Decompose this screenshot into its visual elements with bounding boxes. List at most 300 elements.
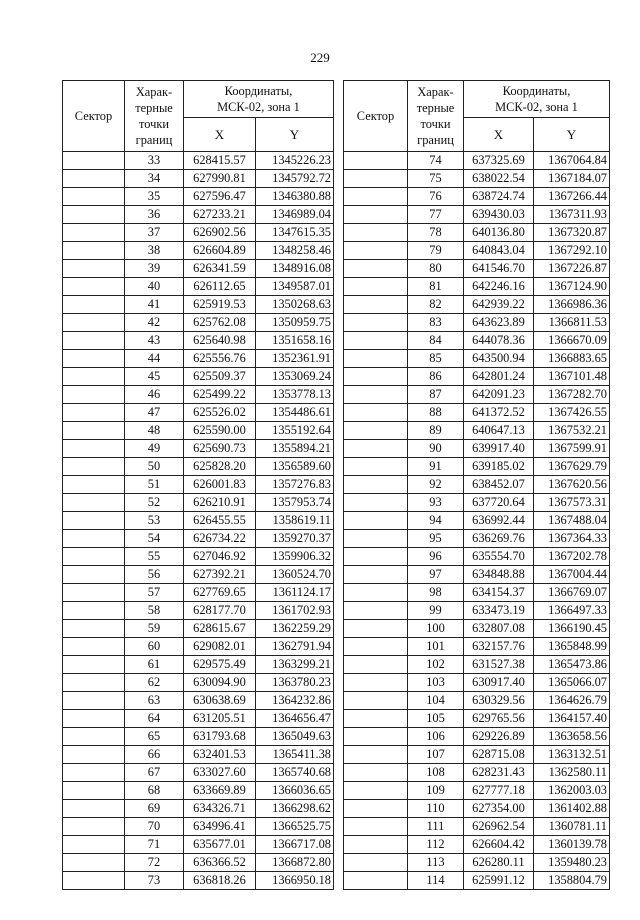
point-number-cell: 96	[408, 548, 464, 566]
x-coordinate-cell: 641372.52	[464, 404, 534, 422]
point-number-cell: 53	[125, 512, 184, 530]
table-row	[63, 638, 334, 656]
table-row	[63, 836, 334, 854]
point-number-cell: 108	[408, 764, 464, 782]
table-row	[63, 332, 334, 350]
sector-cell	[63, 314, 125, 332]
y-coordinate-cell: 1367184.07	[534, 170, 610, 188]
coordinates-table-left	[62, 80, 334, 890]
point-number-cell: 101	[408, 638, 464, 656]
y-coordinate-cell: 1353778.13	[256, 386, 334, 404]
point-number-cell: 113	[408, 854, 464, 872]
point-number-cell: 97	[408, 566, 464, 584]
sector-cell	[344, 764, 408, 782]
table-row	[344, 530, 610, 548]
sector-cell	[344, 854, 408, 872]
x-coordinate-cell: 634326.71	[184, 800, 256, 818]
point-number-cell: 63	[125, 692, 184, 710]
sector-cell	[344, 224, 408, 242]
point-number-cell: 60	[125, 638, 184, 656]
y-coordinate-cell: 1365740.68	[256, 764, 334, 782]
table-row	[63, 566, 334, 584]
x-coordinate-cell: 625991.12	[464, 872, 534, 890]
sector-cell	[344, 548, 408, 566]
x-coordinate-cell: 627392.21	[184, 566, 256, 584]
table-body-right	[344, 152, 610, 890]
x-coordinate-cell: 625499.22	[184, 386, 256, 404]
point-number-cell: 57	[125, 584, 184, 602]
y-coordinate-cell: 1367364.33	[534, 530, 610, 548]
y-coordinate-cell: 1364232.86	[256, 692, 334, 710]
x-coordinate-cell: 626455.55	[184, 512, 256, 530]
sector-cell	[63, 422, 125, 440]
sector-cell	[63, 584, 125, 602]
y-coordinate-cell: 1363658.56	[534, 728, 610, 746]
table-row	[63, 224, 334, 242]
point-number-cell: 66	[125, 746, 184, 764]
table-row	[344, 260, 610, 278]
x-coordinate-cell: 635554.70	[464, 548, 534, 566]
y-coordinate-cell: 1354486.61	[256, 404, 334, 422]
table-row	[344, 350, 610, 368]
point-number-cell: 43	[125, 332, 184, 350]
point-number-cell: 42	[125, 314, 184, 332]
header-y: Y	[256, 118, 334, 152]
x-coordinate-cell: 642246.16	[464, 278, 534, 296]
sector-cell	[344, 386, 408, 404]
sector-cell	[344, 278, 408, 296]
table-row	[63, 800, 334, 818]
y-coordinate-cell: 1366190.45	[534, 620, 610, 638]
x-coordinate-cell: 627046.92	[184, 548, 256, 566]
x-coordinate-cell: 635677.01	[184, 836, 256, 854]
sector-cell	[344, 782, 408, 800]
y-coordinate-cell: 1364157.40	[534, 710, 610, 728]
point-number-cell: 65	[125, 728, 184, 746]
y-coordinate-cell: 1361702.93	[256, 602, 334, 620]
sector-cell	[344, 296, 408, 314]
y-coordinate-cell: 1365473.86	[534, 656, 610, 674]
point-number-cell: 104	[408, 692, 464, 710]
point-number-cell: 71	[125, 836, 184, 854]
point-number-cell: 89	[408, 422, 464, 440]
y-coordinate-cell: 1364626.79	[534, 692, 610, 710]
y-coordinate-cell: 1367202.78	[534, 548, 610, 566]
y-coordinate-cell: 1367629.79	[534, 458, 610, 476]
table-row	[344, 548, 610, 566]
sector-cell	[344, 728, 408, 746]
point-number-cell: 61	[125, 656, 184, 674]
sector-cell	[63, 692, 125, 710]
y-coordinate-cell: 1357276.83	[256, 476, 334, 494]
x-coordinate-cell: 630094.90	[184, 674, 256, 692]
point-number-cell: 94	[408, 512, 464, 530]
point-number-cell: 62	[125, 674, 184, 692]
point-number-cell: 81	[408, 278, 464, 296]
sector-cell	[63, 386, 125, 404]
table-row	[63, 818, 334, 836]
sector-cell	[344, 566, 408, 584]
table-row	[344, 188, 610, 206]
sector-cell	[63, 476, 125, 494]
x-coordinate-cell: 628415.57	[184, 152, 256, 170]
point-number-cell: 85	[408, 350, 464, 368]
point-number-cell: 47	[125, 404, 184, 422]
table-row	[63, 584, 334, 602]
x-coordinate-cell: 636992.44	[464, 512, 534, 530]
point-number-cell: 111	[408, 818, 464, 836]
sector-cell	[63, 512, 125, 530]
sector-cell	[63, 494, 125, 512]
sector-cell	[63, 458, 125, 476]
sector-cell	[63, 440, 125, 458]
table-row	[63, 242, 334, 260]
sector-cell	[344, 530, 408, 548]
table-row	[63, 152, 334, 170]
y-coordinate-cell: 1367532.21	[534, 422, 610, 440]
sector-cell	[63, 260, 125, 278]
y-coordinate-cell: 1367320.87	[534, 224, 610, 242]
sector-cell	[63, 224, 125, 242]
point-number-cell: 44	[125, 350, 184, 368]
sector-cell	[63, 602, 125, 620]
y-coordinate-cell: 1366036.65	[256, 782, 334, 800]
x-coordinate-cell: 625526.02	[184, 404, 256, 422]
x-coordinate-cell: 627596.47	[184, 188, 256, 206]
x-coordinate-cell: 627354.00	[464, 800, 534, 818]
y-coordinate-cell: 1366497.33	[534, 602, 610, 620]
point-number-cell: 86	[408, 368, 464, 386]
sector-cell	[63, 764, 125, 782]
sector-cell	[344, 584, 408, 602]
x-coordinate-cell: 639917.40	[464, 440, 534, 458]
header-sector: Сектор	[63, 81, 125, 152]
y-coordinate-cell: 1367599.91	[534, 440, 610, 458]
sector-cell	[344, 440, 408, 458]
y-coordinate-cell: 1359480.23	[534, 854, 610, 872]
table-row	[63, 494, 334, 512]
sector-cell	[63, 782, 125, 800]
x-coordinate-cell: 640843.04	[464, 242, 534, 260]
table-body-left	[63, 152, 334, 890]
y-coordinate-cell: 1348258.46	[256, 242, 334, 260]
x-coordinate-cell: 631793.68	[184, 728, 256, 746]
table-row	[344, 170, 610, 188]
y-coordinate-cell: 1364656.47	[256, 710, 334, 728]
point-number-cell: 69	[125, 800, 184, 818]
table-row	[63, 782, 334, 800]
sector-cell	[344, 242, 408, 260]
table-row	[344, 782, 610, 800]
sector-cell	[344, 152, 408, 170]
sector-cell	[63, 728, 125, 746]
point-number-cell: 82	[408, 296, 464, 314]
x-coordinate-cell: 643623.89	[464, 314, 534, 332]
x-coordinate-cell: 630638.69	[184, 692, 256, 710]
sector-cell	[344, 710, 408, 728]
point-number-cell: 77	[408, 206, 464, 224]
y-coordinate-cell: 1346380.88	[256, 188, 334, 206]
sector-cell	[344, 872, 408, 890]
y-coordinate-cell: 1367282.70	[534, 386, 610, 404]
y-coordinate-cell: 1367266.44	[534, 188, 610, 206]
y-coordinate-cell: 1365049.63	[256, 728, 334, 746]
sector-cell	[344, 260, 408, 278]
y-coordinate-cell: 1358619.11	[256, 512, 334, 530]
sector-cell	[63, 548, 125, 566]
table-row	[63, 872, 334, 890]
table-row	[63, 602, 334, 620]
x-coordinate-cell: 630329.56	[464, 692, 534, 710]
point-number-cell: 114	[408, 872, 464, 890]
table-row	[344, 800, 610, 818]
y-coordinate-cell: 1366872.80	[256, 854, 334, 872]
y-coordinate-cell: 1359906.32	[256, 548, 334, 566]
point-number-cell: 67	[125, 764, 184, 782]
point-number-cell: 39	[125, 260, 184, 278]
y-coordinate-cell: 1367426.55	[534, 404, 610, 422]
sector-cell	[63, 746, 125, 764]
x-coordinate-cell: 633027.60	[184, 764, 256, 782]
table-row	[63, 422, 334, 440]
point-number-cell: 83	[408, 314, 464, 332]
table-row	[63, 854, 334, 872]
table-row	[63, 350, 334, 368]
y-coordinate-cell: 1356589.60	[256, 458, 334, 476]
y-coordinate-cell: 1347615.35	[256, 224, 334, 242]
x-coordinate-cell: 636818.26	[184, 872, 256, 890]
point-number-cell: 50	[125, 458, 184, 476]
table-row	[344, 512, 610, 530]
table-row	[63, 764, 334, 782]
sector-cell	[344, 512, 408, 530]
sector-cell	[344, 746, 408, 764]
table-row	[63, 404, 334, 422]
y-coordinate-cell: 1366950.18	[256, 872, 334, 890]
table-row	[344, 458, 610, 476]
y-coordinate-cell: 1360781.11	[534, 818, 610, 836]
y-coordinate-cell: 1361124.17	[256, 584, 334, 602]
x-coordinate-cell: 637325.69	[464, 152, 534, 170]
sector-cell	[344, 170, 408, 188]
table-row	[63, 170, 334, 188]
x-coordinate-cell: 631527.38	[464, 656, 534, 674]
table-row	[344, 566, 610, 584]
point-number-cell: 36	[125, 206, 184, 224]
table-row	[344, 206, 610, 224]
x-coordinate-cell: 633473.19	[464, 602, 534, 620]
y-coordinate-cell: 1350959.75	[256, 314, 334, 332]
sector-cell	[63, 188, 125, 206]
sector-cell	[344, 332, 408, 350]
point-number-cell: 105	[408, 710, 464, 728]
x-coordinate-cell: 625590.00	[184, 422, 256, 440]
table-row	[63, 260, 334, 278]
x-coordinate-cell: 641546.70	[464, 260, 534, 278]
table-row	[63, 512, 334, 530]
x-coordinate-cell: 637720.64	[464, 494, 534, 512]
header-boundary-points: Харак- терные точки границ	[125, 81, 184, 152]
point-number-cell: 106	[408, 728, 464, 746]
sector-cell	[63, 152, 125, 170]
point-number-cell: 107	[408, 746, 464, 764]
x-coordinate-cell: 639430.03	[464, 206, 534, 224]
sector-cell	[63, 278, 125, 296]
sector-cell	[63, 836, 125, 854]
sector-cell	[63, 350, 125, 368]
header-coordinates: Координаты, МСК-02, зона 1	[184, 81, 334, 118]
point-number-cell: 56	[125, 566, 184, 584]
point-number-cell: 92	[408, 476, 464, 494]
sector-cell	[344, 350, 408, 368]
x-coordinate-cell: 626734.22	[184, 530, 256, 548]
table-row	[344, 278, 610, 296]
y-coordinate-cell: 1367292.10	[534, 242, 610, 260]
sector-cell	[344, 800, 408, 818]
table-row	[344, 440, 610, 458]
x-coordinate-cell: 629765.56	[464, 710, 534, 728]
y-coordinate-cell: 1366298.62	[256, 800, 334, 818]
point-number-cell: 46	[125, 386, 184, 404]
x-coordinate-cell: 625762.08	[184, 314, 256, 332]
y-coordinate-cell: 1360139.78	[534, 836, 610, 854]
x-coordinate-cell: 644078.36	[464, 332, 534, 350]
x-coordinate-cell: 633669.89	[184, 782, 256, 800]
x-coordinate-cell: 628715.08	[464, 746, 534, 764]
sector-cell	[344, 602, 408, 620]
point-number-cell: 80	[408, 260, 464, 278]
point-number-cell: 72	[125, 854, 184, 872]
header-boundary-points: Харак- терные точки границ	[408, 81, 464, 152]
y-coordinate-cell: 1353069.24	[256, 368, 334, 386]
sector-cell	[344, 656, 408, 674]
point-number-cell: 91	[408, 458, 464, 476]
x-coordinate-cell: 638724.74	[464, 188, 534, 206]
sector-cell	[344, 422, 408, 440]
table-row	[63, 278, 334, 296]
sector-cell	[63, 800, 125, 818]
x-coordinate-cell: 626604.42	[464, 836, 534, 854]
sector-cell	[63, 656, 125, 674]
table-row	[344, 152, 610, 170]
sector-cell	[63, 674, 125, 692]
header-x: X	[184, 118, 256, 152]
y-coordinate-cell: 1359270.37	[256, 530, 334, 548]
point-number-cell: 35	[125, 188, 184, 206]
table-row	[63, 206, 334, 224]
table-row	[63, 548, 334, 566]
table-row	[63, 620, 334, 638]
table-row	[344, 386, 610, 404]
y-coordinate-cell: 1362580.11	[534, 764, 610, 782]
table-row	[344, 674, 610, 692]
table-row	[63, 656, 334, 674]
sector-cell	[63, 872, 125, 890]
table-row	[344, 494, 610, 512]
table-row	[63, 458, 334, 476]
x-coordinate-cell: 634996.41	[184, 818, 256, 836]
table-row	[344, 638, 610, 656]
x-coordinate-cell: 642939.22	[464, 296, 534, 314]
x-coordinate-cell: 638022.54	[464, 170, 534, 188]
y-coordinate-cell: 1358804.79	[534, 872, 610, 890]
point-number-cell: 55	[125, 548, 184, 566]
y-coordinate-cell: 1363780.23	[256, 674, 334, 692]
sector-cell	[63, 332, 125, 350]
point-number-cell: 95	[408, 530, 464, 548]
point-number-cell: 34	[125, 170, 184, 188]
x-coordinate-cell: 627769.65	[184, 584, 256, 602]
point-number-cell: 103	[408, 674, 464, 692]
point-number-cell: 58	[125, 602, 184, 620]
x-coordinate-cell: 643500.94	[464, 350, 534, 368]
table-row	[344, 224, 610, 242]
point-number-cell: 54	[125, 530, 184, 548]
y-coordinate-cell: 1349587.01	[256, 278, 334, 296]
x-coordinate-cell: 625556.76	[184, 350, 256, 368]
point-number-cell: 68	[125, 782, 184, 800]
sector-cell	[344, 494, 408, 512]
x-coordinate-cell: 627777.18	[464, 782, 534, 800]
point-number-cell: 78	[408, 224, 464, 242]
y-coordinate-cell: 1352361.91	[256, 350, 334, 368]
y-coordinate-cell: 1366883.65	[534, 350, 610, 368]
sector-cell	[63, 620, 125, 638]
point-number-cell: 99	[408, 602, 464, 620]
point-number-cell: 49	[125, 440, 184, 458]
header-sector: Сектор	[344, 81, 408, 152]
x-coordinate-cell: 628615.67	[184, 620, 256, 638]
table-row	[344, 692, 610, 710]
table-row	[63, 296, 334, 314]
x-coordinate-cell: 642801.24	[464, 368, 534, 386]
sector-cell	[63, 818, 125, 836]
y-coordinate-cell: 1363299.21	[256, 656, 334, 674]
x-coordinate-cell: 636269.76	[464, 530, 534, 548]
point-number-cell: 37	[125, 224, 184, 242]
x-coordinate-cell: 639185.02	[464, 458, 534, 476]
table-row	[63, 440, 334, 458]
y-coordinate-cell: 1365411.38	[256, 746, 334, 764]
x-coordinate-cell: 638452.07	[464, 476, 534, 494]
y-coordinate-cell: 1350268.63	[256, 296, 334, 314]
table-row	[344, 728, 610, 746]
table-row	[344, 656, 610, 674]
x-coordinate-cell: 626902.56	[184, 224, 256, 242]
table-row	[63, 188, 334, 206]
table-row	[344, 584, 610, 602]
sector-cell	[63, 404, 125, 422]
x-coordinate-cell: 629575.49	[184, 656, 256, 674]
x-coordinate-cell: 628231.43	[464, 764, 534, 782]
y-coordinate-cell: 1366717.08	[256, 836, 334, 854]
y-coordinate-cell: 1367124.90	[534, 278, 610, 296]
table-row	[344, 476, 610, 494]
y-coordinate-cell: 1366769.07	[534, 584, 610, 602]
sector-cell	[344, 458, 408, 476]
table-row	[63, 530, 334, 548]
x-coordinate-cell: 626280.11	[464, 854, 534, 872]
y-coordinate-cell: 1363132.51	[534, 746, 610, 764]
x-coordinate-cell: 627233.21	[184, 206, 256, 224]
point-number-cell: 33	[125, 152, 184, 170]
sector-cell	[344, 836, 408, 854]
sector-cell	[63, 296, 125, 314]
point-number-cell: 102	[408, 656, 464, 674]
y-coordinate-cell: 1355894.21	[256, 440, 334, 458]
x-coordinate-cell: 625509.37	[184, 368, 256, 386]
sector-cell	[344, 620, 408, 638]
